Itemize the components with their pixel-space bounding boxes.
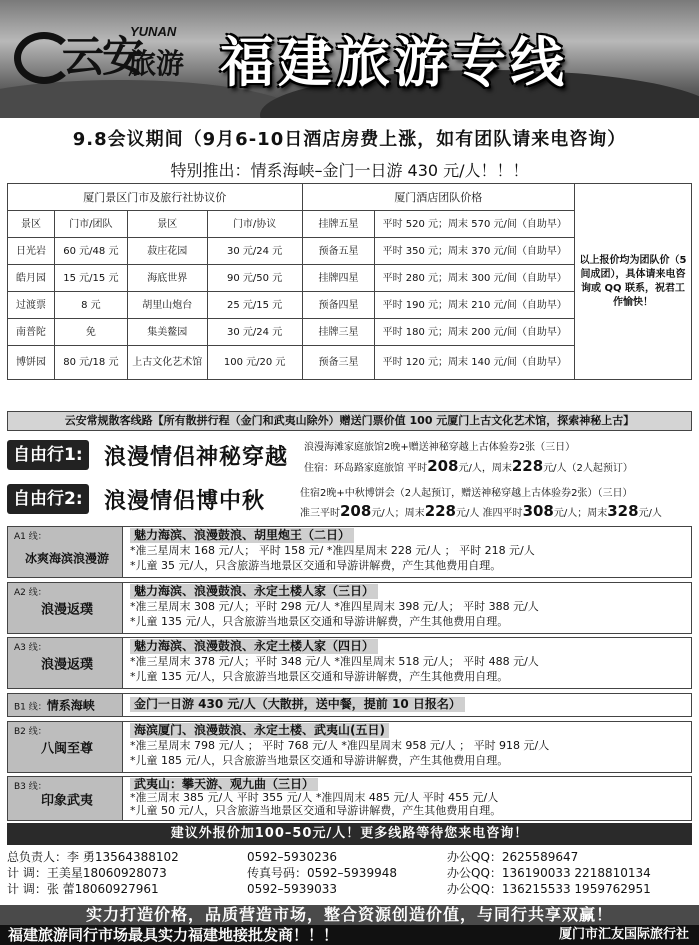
- free-trip-tag: 自由行2:: [7, 484, 89, 514]
- col-header: 景区: [8, 211, 55, 238]
- route-label: [8, 722, 123, 772]
- contact-qq: 办公QQ：136190033 2218810134: [447, 866, 651, 880]
- route-a3: [7, 637, 692, 689]
- route-line: *儿童 135 元/人，只含旅游当地景区交通和导游讲解费，产生其他费用自理。: [130, 615, 509, 628]
- slogan-bar: 实力打造价格，品质营造市场，整合资源创造价值，与同行共享双赢！: [0, 905, 699, 925]
- hotel-price: 平时 190 元；周末 210 元/间（自助早）: [375, 292, 575, 319]
- route-label: [8, 583, 123, 633]
- logo-travel: 旅游: [128, 47, 185, 80]
- route-head: 魅力海滨、浪漫鼓浪、胡里炮王（二日）: [130, 528, 354, 543]
- col-header: 景区: [127, 211, 207, 238]
- route-name: 浪漫返璞: [40, 602, 93, 618]
- route-line: *准三星周末 168 元/人； 平时 158 元/ *准四星周末 228 元/人 ； 平时 218 元/人: [130, 544, 535, 557]
- scenic-cell: 胡里山炮台: [127, 292, 207, 319]
- scenic-cell: 菽庄花园: [127, 238, 207, 265]
- scenic-cell: 15 元/15 元: [54, 265, 127, 292]
- route-b3: [7, 776, 692, 821]
- contact-fax: 传真号码：0592–5939948: [247, 866, 397, 880]
- contact-phone: 0592–5930236: [247, 850, 337, 864]
- route-line: *儿童 185 元/人，只含旅游当地景区交通和导游讲解费，产生其他费用自理。: [130, 754, 509, 767]
- contact-qq: 办公QQ：136215533 1959762951: [447, 882, 651, 896]
- route-label: [8, 527, 123, 577]
- scenic-cell: 30 元/24 元: [207, 319, 302, 346]
- col-header: 门市/协议: [207, 211, 302, 238]
- contact-row: [7, 865, 692, 881]
- route-line: *准三周末 385 元/人 平时 355 元/人 *准四周末 485 元/人 平时 455 元/人: [130, 791, 499, 804]
- scenic-cell: 60 元/48 元: [54, 238, 127, 265]
- scenic-cell: 博饼园: [8, 346, 55, 380]
- route-name: 冰爽海滨浪漫游: [24, 551, 109, 566]
- route-line: *准三星周末 798 元/人 ； 平时 768 元/人 *准四星周末 958 元/人 ； 平时 918 元/人: [130, 739, 550, 752]
- scenic-cell: 免: [54, 319, 127, 346]
- footer-agency: 厦门市汇友国际旅行社: [558, 927, 689, 942]
- route-label: [8, 777, 123, 820]
- route-head: 魅力海滨、浪漫鼓浪、永定土楼人家（三日）: [130, 584, 378, 599]
- route-body: [130, 639, 685, 684]
- footer-bar: [0, 925, 699, 945]
- route-head: 武夷山：攀天游、观九曲（三日）: [130, 778, 318, 791]
- scenic-cell: 皓月园: [8, 265, 55, 292]
- scenic-cell: 集美鳌园: [127, 319, 207, 346]
- route-body: [130, 697, 685, 712]
- route-a1: [7, 526, 692, 578]
- route-name: 八闽至尊: [40, 741, 93, 757]
- contact-list: [7, 849, 692, 897]
- header-banner: [0, 0, 699, 118]
- route-line: *儿童 50 元/人，只含旅游当地景区交通和导游讲解费，产生其他费用自理。: [130, 804, 502, 817]
- daily-line-bar: 云安常规散客线路【所有散拼行程（金门和武夷山除外）赠送门票价值 100 元厦门上古文化艺术馆，探索神秘上古】: [7, 411, 692, 431]
- hotel-level: 挂牌四星: [302, 265, 375, 292]
- route-head: 海滨厦门、浪漫鼓浪、永定土楼、武夷山(五日): [130, 723, 389, 738]
- route-b2: [7, 721, 692, 773]
- scenic-cell: 8 元: [54, 292, 127, 319]
- logo-text: 云安: [62, 32, 143, 81]
- scenic-cell: 日光岩: [8, 238, 55, 265]
- hotel-level: 预备五星: [302, 238, 375, 265]
- scenic-cell: 100 元/20 元: [207, 346, 302, 380]
- route-a2: [7, 582, 692, 634]
- company-logo: [10, 18, 195, 81]
- hotel-price: 平时 520 元；周末 570 元/间（自助早）: [375, 211, 575, 238]
- route-label: [8, 694, 123, 716]
- hotel-level: 预备四星: [302, 292, 375, 319]
- scenic-cell: 海底世界: [127, 265, 207, 292]
- scenic-cell: 90 元/50 元: [207, 265, 302, 292]
- page-title: 福建旅游专线: [220, 30, 568, 94]
- hotel-level: 预备三星: [302, 346, 375, 380]
- hotel-price: 平时 280 元；周末 300 元/间（自助早）: [375, 265, 575, 292]
- free-trip-price: 准三平时208元/人；周末228元/人 准四平时308元/人；周末328元/人: [300, 502, 662, 520]
- free-trip-title: 浪漫情侣神秘穿越: [104, 444, 289, 470]
- scenic-cell: 过渡票: [8, 292, 55, 319]
- route-line: *儿童 135 元/人，只含旅游当地景区交通和导游讲解费，产生其他费用自理。: [130, 670, 509, 683]
- hotel-price: 平时 180 元；周末 200 元/间（自助早）: [375, 319, 575, 346]
- route-code: B3 线：: [14, 782, 47, 792]
- free-trip-desc: 住宿2晚+中秋博饼会（2人起预订，赠送神秘穿越上古体验券2张）（三日）: [300, 488, 633, 499]
- scenic-cell: 30 元/24 元: [207, 238, 302, 265]
- call-to-action-bar: 建议外报价加100–50元/人！更多线路等待您来电咨询！: [7, 823, 692, 845]
- hotel-price: 平时 350 元；周末 370 元/间（自助早）: [375, 238, 575, 265]
- route-head: 金门一日游 430 元/人（大散拼，送中餐，提前 10 日报名）: [130, 697, 465, 712]
- col-header: 门市/团队: [54, 211, 127, 238]
- route-name: B1 线：情系海峡: [14, 698, 95, 713]
- route-line: *准三星周末 308 元/人；平时 298 元/人 *准四星周末 398 元/人； 平时 388 元/人: [130, 600, 539, 613]
- route-line: *准三星周末 378 元/人；平时 348 元/人 *准四星周末 518 元/人； 平时 488 元/人: [130, 655, 539, 668]
- contact-row: [7, 849, 692, 865]
- contact-person: 计 调：王美星18060928073: [7, 866, 167, 880]
- scenic-cell: 南普陀: [8, 319, 55, 346]
- footer-tagline: 福建旅游同行市场最具实力福建地接批发商！！！: [8, 926, 339, 944]
- hotel-level: 挂牌三星: [302, 319, 375, 346]
- contact-phone: 0592–5939033: [247, 882, 337, 896]
- contact-row: [7, 881, 692, 897]
- free-trip-price: 住宿：环岛路家庭旅馆 平时208元/人，周末228元/人（2人起预订）: [304, 457, 633, 475]
- scenic-cell: 上古文化艺术馆: [127, 346, 207, 380]
- hotel-table-title: 厦门酒店团队价格: [302, 184, 575, 211]
- route-label: [8, 638, 123, 688]
- meeting-notice: 9.8会议期间（9月6-10日酒店房费上涨，如有团队请来电咨询）: [72, 129, 627, 150]
- route-code: A2 线：: [14, 588, 47, 598]
- price-table: [7, 183, 692, 380]
- route-line: *儿童 35 元/人，只含旅游当地景区交通和导游讲解费，产生其他费用自理。: [130, 559, 502, 572]
- free-trip-title: 浪漫情侣博中秋: [104, 488, 266, 514]
- logo-en: YUNAN: [130, 24, 177, 39]
- route-code: A3 线：: [14, 643, 47, 653]
- route-head: 魅力海滨、浪漫鼓浪、永定土楼人家（四日）: [130, 639, 378, 654]
- price-note: 以上报价均为团队价（5 间成团），具体请来电咨询或 QQ 联系，祝君工作愉快！: [575, 184, 692, 380]
- route-name: 印象武夷: [40, 793, 93, 808]
- free-trip-tag: 自由行1:: [7, 440, 89, 470]
- contact-person: 总负责人：李 勇13564388102: [7, 850, 179, 864]
- scenic-cell: 80 元/18 元: [54, 346, 127, 380]
- route-body: [130, 584, 685, 629]
- hotel-price: 平时 120 元；周末 140 元/间（自助早）: [375, 346, 575, 380]
- route-name: 浪漫返璞: [40, 657, 93, 673]
- special-offer: 特别推出：情系海峡–金门一日游 430 元/人！！！: [170, 161, 529, 180]
- scenic-table-title: 厦门景区门市及旅行社协议价: [8, 184, 303, 211]
- route-body: [130, 723, 685, 768]
- route-body: [130, 778, 685, 817]
- contact-qq: 办公QQ：2625589647: [447, 850, 579, 864]
- route-body: [130, 528, 685, 573]
- contact-person: 计 调：张 蕾18060927961: [7, 882, 159, 896]
- route-code: B2 线：: [14, 727, 47, 737]
- hotel-level: 挂牌五星: [302, 211, 375, 238]
- scenic-cell: 25 元/15 元: [207, 292, 302, 319]
- route-code: A1 线：: [14, 532, 47, 542]
- free-trip-desc: 浪漫海滩家庭旅馆2晚+赠送神秘穿越上古体验券2张（三日）: [304, 442, 576, 453]
- route-b1: [7, 693, 692, 717]
